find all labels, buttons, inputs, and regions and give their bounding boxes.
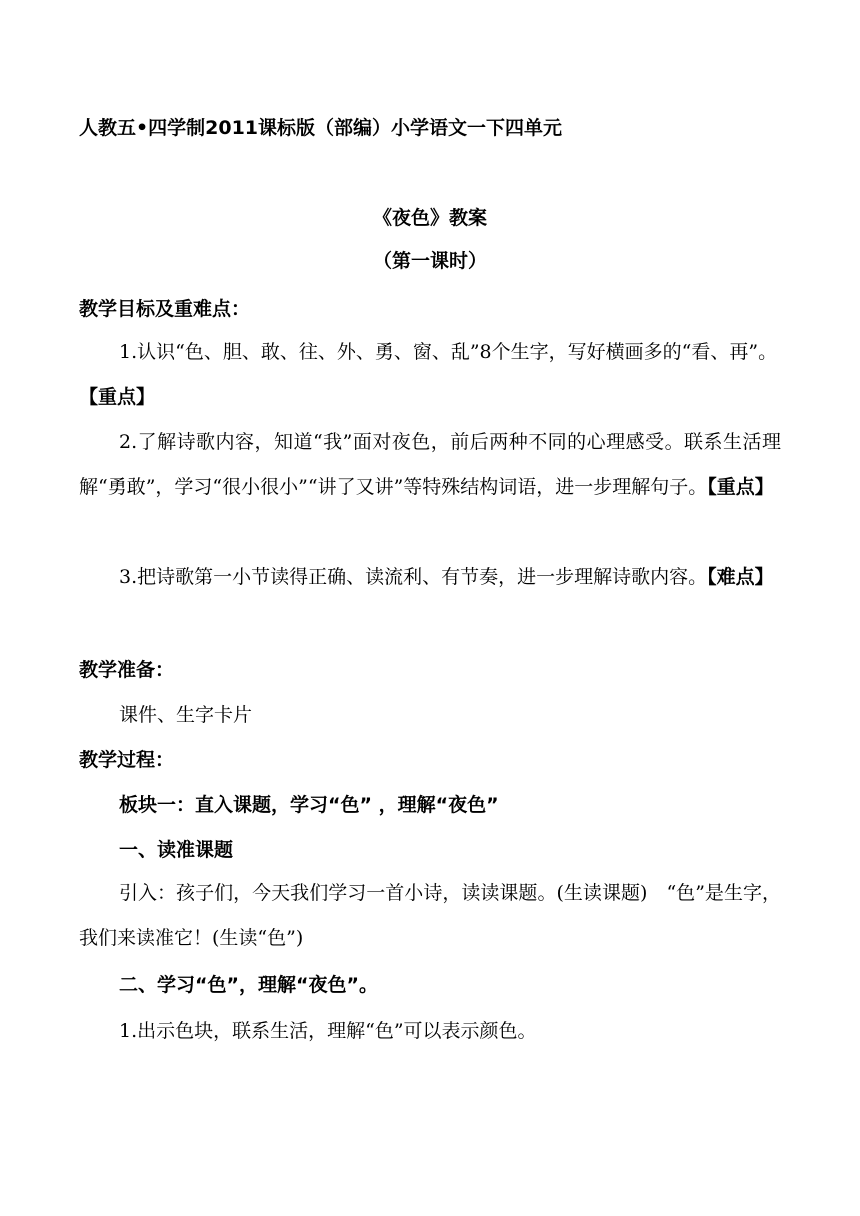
objectives-heading: 教学目标及重难点： <box>79 298 251 320</box>
step-2-item-1: 1.出示色块，联系生活，理解“色”可以表示颜色。 <box>119 1020 537 1042</box>
objective-item-3-mark: 【难点】 <box>707 566 774 588</box>
step-2-title: 二、学习“色”，理解“夜色”。 <box>119 974 378 996</box>
objective-item-2-text: 2.了解诗歌内容，知道“我”面对夜色，前后两种不同的心理感受。联系生活理解“勇敢”，学习“很小很小”“讲了又讲”等特殊结构词语，进一步理解句子。 <box>79 431 781 498</box>
objective-item-2-mark: 【重点】 <box>707 476 774 498</box>
objective-item-3 <box>79 555 781 600</box>
preparation-content: 课件、生字卡片 <box>119 704 253 726</box>
step-1-content: 引入：孩子们，今天我们学习一首小诗，读读课题。(生读课题) “色”是生字，我们来读准它！(生读“色”) <box>79 882 781 949</box>
preparation-heading: 教学准备： <box>79 659 175 681</box>
block-1-title: 板块一：直入课题，学习“色” ，理解“夜色” <box>119 794 499 816</box>
objective-item-1-mark: 【重点】 <box>79 386 156 408</box>
lesson-title: 《夜色》教案 <box>372 207 487 229</box>
step-1-title: 一、读准课题 <box>119 839 234 861</box>
objective-item-2 <box>79 420 781 510</box>
document-header: 人教五•四学制2011课标版（部编）小学语文一下四单元 <box>79 117 563 139</box>
process-heading: 教学过程： <box>79 749 175 771</box>
objective-item-1-text: 1.认识“色、胆、敢、往、外、勇、窗、乱”8个生字，写好横画多的“看、再”。 <box>119 341 768 363</box>
lesson-period: （第一课时） <box>372 250 487 272</box>
objective-item-1 <box>79 330 781 420</box>
objective-item-3-text: 3.把诗歌第一小节读得正确、读流利、有节奏，进一步理解诗歌内容。 <box>119 566 708 588</box>
